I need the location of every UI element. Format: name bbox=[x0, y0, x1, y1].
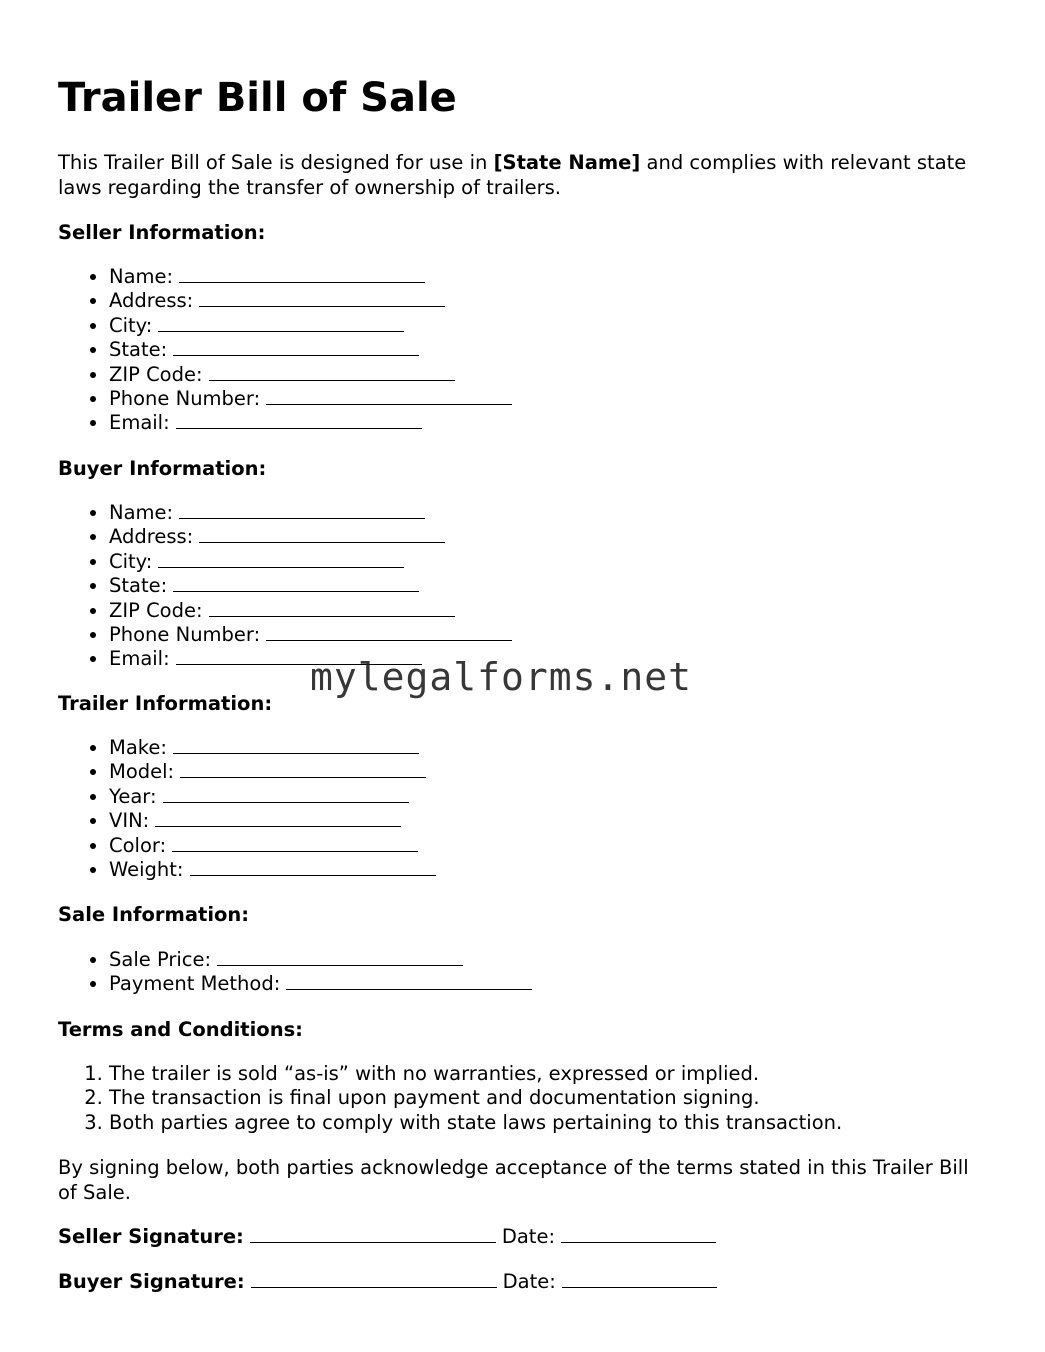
seller-field-list bbox=[58, 265, 512, 436]
buyer-phone-field[interactable] bbox=[109, 623, 512, 647]
blank-line bbox=[172, 835, 418, 852]
seller-city-field[interactable] bbox=[109, 314, 512, 338]
field-label: Sale Price: bbox=[109, 948, 212, 971]
buyer-name-field[interactable] bbox=[109, 501, 512, 525]
seller-zip-field[interactable] bbox=[109, 363, 512, 387]
signature-blank bbox=[251, 1271, 497, 1288]
field-label: Phone Number: bbox=[109, 387, 261, 411]
blank-line bbox=[209, 364, 455, 381]
date-label: Date: bbox=[502, 1270, 556, 1293]
blank-line bbox=[209, 600, 455, 617]
blank-line bbox=[199, 290, 445, 307]
buyer-address-field[interactable] bbox=[109, 525, 512, 549]
trailer-vin-field[interactable] bbox=[109, 809, 436, 833]
blank-line bbox=[179, 266, 425, 283]
intro-text-before: This Trailer Bill of Sale is designed for use in bbox=[58, 151, 494, 174]
terms-list bbox=[58, 1062, 842, 1135]
buyer-city-field[interactable] bbox=[109, 550, 512, 574]
seller-signature-line[interactable] bbox=[58, 1225, 716, 1249]
seller-address-field[interactable] bbox=[109, 289, 512, 313]
terms-heading: Terms and Conditions: bbox=[58, 1018, 303, 1041]
buyer-zip-field[interactable] bbox=[109, 599, 512, 623]
blank-line bbox=[266, 624, 512, 641]
blank-line bbox=[158, 551, 404, 568]
trailer-heading: Trailer Information: bbox=[58, 692, 273, 715]
watermark: mylegalforms.net bbox=[310, 655, 693, 699]
blank-line bbox=[190, 859, 436, 876]
trailer-field-list bbox=[58, 736, 436, 882]
seller-signature-label: Seller Signature: bbox=[58, 1225, 244, 1248]
trailer-year-field[interactable] bbox=[109, 785, 436, 809]
field-label: Email: bbox=[109, 647, 170, 671]
date-label: Date: bbox=[501, 1225, 556, 1248]
blank-line bbox=[173, 737, 419, 754]
blank-line bbox=[266, 388, 512, 405]
sale-price-field[interactable] bbox=[109, 948, 532, 972]
terms-item: 1. The trailer is sold “as-is” with no warranties, expressed or implied. bbox=[109, 1062, 842, 1086]
field-label: Model: bbox=[109, 760, 175, 784]
document-title: Trailer Bill of Sale bbox=[58, 75, 457, 121]
blank-line bbox=[163, 786, 409, 803]
field-label: ZIP Code: bbox=[109, 362, 203, 386]
field-label: Phone Number: bbox=[109, 623, 261, 647]
acknowledgement-paragraph: By signing below, both parties acknowledge acceptance of the terms stated in this Trailer Bill of Sale. bbox=[58, 1156, 969, 1204]
field-label: Year: bbox=[109, 784, 157, 808]
date-blank bbox=[562, 1271, 717, 1288]
field-label: Name: bbox=[109, 501, 174, 524]
field-label: Address: bbox=[109, 525, 194, 549]
state-name-placeholder: [State Name] bbox=[493, 151, 641, 174]
field-label: Color: bbox=[109, 833, 167, 857]
trailer-make-field[interactable] bbox=[109, 736, 436, 760]
intro-paragraph bbox=[58, 151, 988, 200]
blank-line bbox=[217, 949, 463, 966]
blank-line bbox=[286, 973, 532, 990]
date-blank bbox=[561, 1226, 716, 1243]
field-label: City: bbox=[109, 313, 153, 337]
payment-method-field[interactable] bbox=[109, 972, 532, 996]
seller-name-field[interactable] bbox=[109, 265, 512, 289]
blank-line bbox=[179, 502, 425, 519]
field-label: Make: bbox=[109, 736, 167, 759]
blank-line bbox=[180, 761, 426, 778]
blank-line bbox=[173, 339, 419, 356]
blank-line bbox=[176, 412, 422, 429]
seller-heading: Seller Information: bbox=[58, 221, 266, 244]
field-label: Address: bbox=[109, 289, 194, 313]
trailer-model-field[interactable] bbox=[109, 760, 436, 784]
trailer-color-field[interactable] bbox=[109, 834, 436, 858]
buyer-heading: Buyer Information: bbox=[58, 457, 267, 480]
terms-item: 2. The transaction is final upon payment and documentation signing. bbox=[109, 1086, 842, 1110]
seller-state-field[interactable] bbox=[109, 338, 512, 362]
terms-item: 3. Both parties agree to comply with state laws pertaining to this transaction. bbox=[109, 1111, 842, 1135]
field-label: Weight: bbox=[109, 858, 184, 882]
sale-field-list bbox=[58, 948, 532, 997]
field-label: Email: bbox=[109, 411, 170, 435]
buyer-field-list bbox=[58, 501, 512, 672]
blank-line bbox=[158, 315, 404, 332]
buyer-signature-label: Buyer Signature: bbox=[58, 1270, 245, 1293]
sale-heading: Sale Information: bbox=[58, 903, 250, 926]
field-label: VIN: bbox=[109, 809, 150, 833]
blank-line bbox=[173, 575, 419, 592]
field-label: State: bbox=[109, 338, 168, 362]
field-label: State: bbox=[109, 574, 168, 598]
field-label: Payment Method: bbox=[109, 972, 281, 996]
field-label: City: bbox=[109, 549, 153, 573]
seller-phone-field[interactable] bbox=[109, 387, 512, 411]
intro-text-after: and complies with relevant state laws regarding the transfer of ownership of trailers. bbox=[58, 151, 967, 199]
blank-line bbox=[199, 526, 445, 543]
seller-email-field[interactable] bbox=[109, 411, 512, 435]
signature-blank bbox=[250, 1226, 496, 1243]
buyer-state-field[interactable] bbox=[109, 574, 512, 598]
blank-line bbox=[155, 810, 401, 827]
trailer-weight-field[interactable] bbox=[109, 858, 436, 882]
field-label: Name: bbox=[109, 265, 174, 288]
buyer-signature-line[interactable] bbox=[58, 1270, 717, 1294]
field-label: ZIP Code: bbox=[109, 598, 203, 622]
